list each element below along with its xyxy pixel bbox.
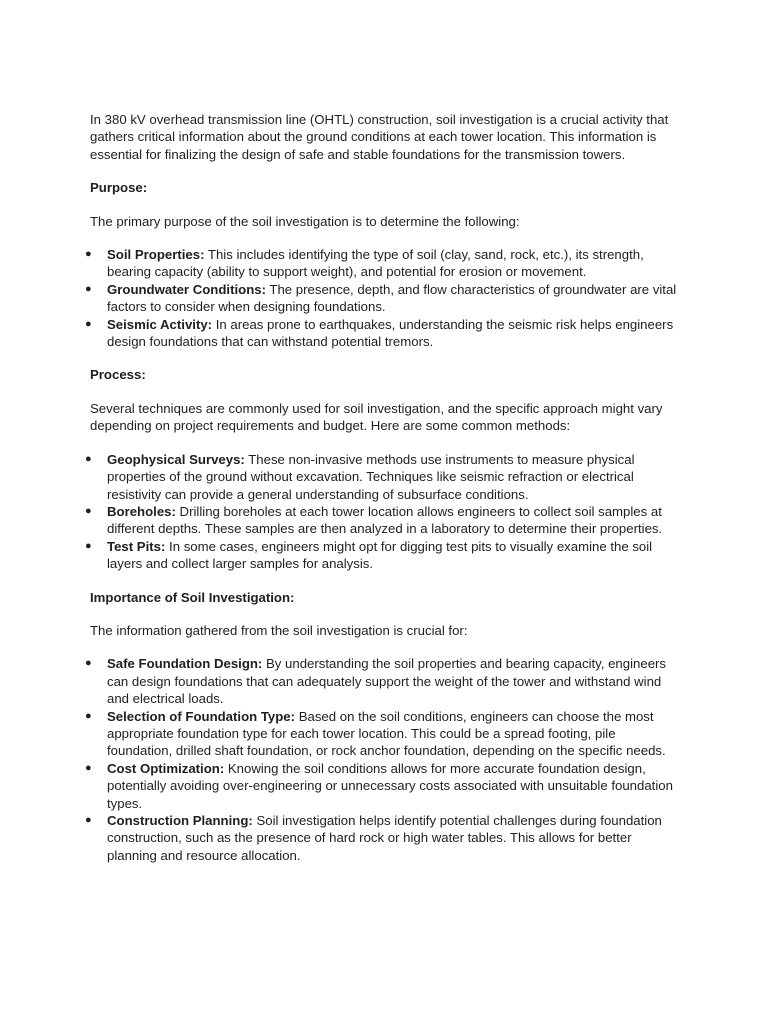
list-item <box>85 538 680 573</box>
item-term: Boreholes: <box>107 503 176 519</box>
item-text: These non-invasive methods use instruments to measure physical properties of the ground without excavation. Techniques like seismic refraction or electrical resistivity can provide a general understanding of subsurface conditions. <box>107 451 635 502</box>
item-term: Cost Optimization: <box>107 760 225 776</box>
document-page <box>85 111 680 880</box>
item-term: Construction Planning: <box>107 813 253 828</box>
item-text: By understanding the soil properties and bearing capacity, engineers can design foundations that can adequately support the weight of the tower and withstand wind and electrical loads. <box>107 656 667 707</box>
process-heading: Process: <box>90 367 146 383</box>
item-text: Drilling boreholes at each tower location allows engineers to collect soil samples at different depths. These samples are then analyzed in a laboratory to determine their properties. <box>107 503 663 537</box>
bullet-icon: ● <box>85 657 92 670</box>
process-lead: Several techniques are commonly used for soil investigation, and the specific approach might vary depending on project requirements and budget. Here are some common methods: <box>90 400 663 434</box>
item-text: In some cases, engineers might opt for digging test pits to visually examine the soil layers and collect larger samples for analysis. <box>107 538 653 572</box>
item-term: Safe Foundation Design: <box>107 656 263 672</box>
intro-paragraph: In 380 kV overhead transmission line (OHTL) construction, soil investigation is a crucial activity that gathers critical information about the ground conditions at each tower location. This information is essential for finalizing the design of safe and stable foundations for the transmission towers. <box>90 112 669 162</box>
importance-heading: Importance of Soil Investigation: <box>90 589 295 605</box>
list-item <box>85 812 680 864</box>
list-item <box>85 281 680 316</box>
item-text: In areas prone to earthquakes, understanding the seismic risk helps engineers design foundations that can withstand potential tremors. <box>107 316 674 350</box>
list-item <box>85 451 680 503</box>
item-term: Selection of Foundation Type: <box>107 708 296 724</box>
list-item <box>85 760 680 812</box>
importance-list <box>85 655 680 864</box>
list-item <box>85 708 680 760</box>
bullet-icon: ● <box>85 814 92 826</box>
item-term: Seismic Activity: <box>107 316 213 332</box>
item-term: Soil Properties: <box>107 247 205 263</box>
item-text: Knowing the soil conditions allows for more accurate foundation design, potentially avoiding over-engineering or unnecessary costs associated with unsuitable foundation types. <box>107 760 673 811</box>
item-text: Soil investigation helps identify potential challenges during foundation construction, such as the presence of hard rock or high water tables. This allows for better planning and resource allocation. <box>107 813 662 863</box>
purpose-lead: The primary purpose of the soil investigation is to determine the following: <box>90 213 520 229</box>
list-item <box>85 503 680 538</box>
bullet-icon: ● <box>85 317 92 330</box>
bullet-icon: ● <box>85 248 92 261</box>
process-list <box>85 451 680 573</box>
list-item <box>85 246 680 281</box>
bullet-icon: ● <box>85 282 92 295</box>
bullet-icon: ● <box>85 452 92 465</box>
item-text: This includes identifying the type of soil (clay, sand, rock, etc.), its strength, bearing capacity (ability to support weight), and potential for erosion or movement. <box>107 247 644 280</box>
item-text: The presence, depth, and flow characteristics of groundwater are vital factors to consider when designing foundations. <box>107 281 677 315</box>
importance-lead: The information gathered from the soil investigation is crucial for: <box>90 622 468 638</box>
list-item <box>85 655 680 707</box>
bullet-icon: ● <box>85 709 92 722</box>
item-term: Geophysical Surveys: <box>107 451 245 467</box>
bullet-icon: ● <box>85 504 92 517</box>
purpose-heading: Purpose: <box>90 180 148 196</box>
bullet-icon: ● <box>85 761 92 774</box>
item-term: Groundwater Conditions: <box>107 281 266 297</box>
item-term: Test Pits: <box>107 538 166 554</box>
purpose-list <box>85 246 680 350</box>
bullet-icon: ● <box>85 539 92 552</box>
list-item <box>85 316 680 351</box>
item-text: Based on the soil conditions, engineers can choose the most appropriate foundation type for each tower location. This could be a spread footing, pile foundation, drilled shaft foundation, or rock anchor foundation, depending on the specific needs. <box>107 708 666 759</box>
